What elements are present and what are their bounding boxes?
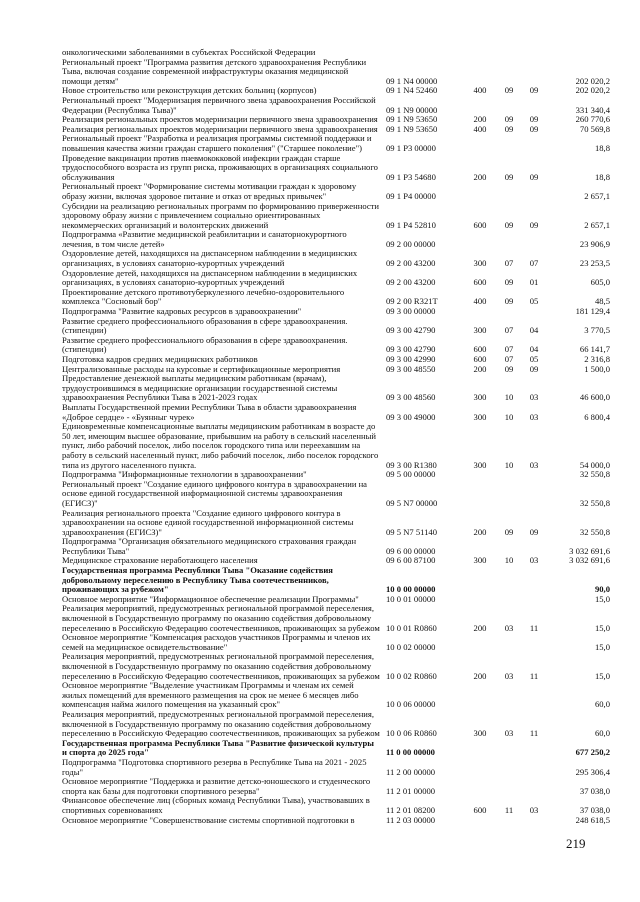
table-row [62, 796, 610, 815]
table-row [62, 154, 610, 183]
row-name-cell: онкологическими заболеваниями в субъектах Российской Федерации [62, 47, 316, 57]
row-code-cell: 09 1 P3 54680 [386, 171, 436, 182]
row-name-cell: Единовременные компенсационные выплаты медицинским работникам в возрасте до 50 лет, имеющим высшее образование, прибывшим на работу в сельский населенный пункт, либо рабочий поселок, либо поселок городского типа или переехавшим на работу в сельский населенный пункт, либо рабочий поселок, либо поселок городского типа из другого населенного пункта. [62, 421, 379, 470]
row-sum-cell: 677 250,2 [575, 747, 610, 758]
row-pr-cell: 11 [529, 622, 539, 633]
row-code-cell: 10 0 06 00000 [386, 699, 436, 710]
row-vr-cell: 200 [473, 171, 487, 182]
row-sum-cell: 48,5 [594, 296, 610, 307]
row-sum-cell: 32 550,8 [579, 526, 610, 537]
row-name-cell: Региональный проект "Программа развития детского здравоохранения Республики Тыва, включая создание современной инфраструктуры оказания медицинской помощи детям" [62, 56, 367, 86]
row-code-cell: 09 2 00 43200 [386, 277, 436, 288]
row-rz-cell: 03 [504, 622, 514, 633]
row-sum-cell: 605,0 [590, 277, 610, 288]
row-pr-cell: 09 [529, 123, 539, 134]
row-rz-cell: 07 [504, 325, 514, 336]
row-pr-cell: 09 [529, 85, 539, 96]
row-name-cell: Реализация мероприятий, предусмотренных региональной программой переселения, включенной в Государственную программу по оказанию содействия добровольному переселению в Российскую Федерацию соотечественников, проживающих за рубежом [62, 708, 380, 739]
row-pr-cell: 05 [529, 354, 539, 364]
row-rz-cell: 09 [504, 85, 514, 96]
row-sum-cell: 2 657,1 [584, 219, 610, 230]
row-name-cell: Выплаты Государственной премии Республики Тыва в области здравоохранения «Доброе сердце» - «Буянныг чурек» [62, 401, 357, 422]
table-row [62, 317, 610, 336]
row-vr-cell: 600 [473, 277, 487, 288]
row-sum-cell: 6 800,4 [584, 411, 610, 422]
row-vr-cell: 600 [473, 804, 487, 815]
row-code-cell: 09 3 00 49000 [386, 411, 436, 422]
row-name-cell: Проектирование детского противотуберкулезного лечебно-оздоровительного комплекса "Сосновый бор" [62, 286, 345, 307]
row-pr-cell: 09 [529, 219, 539, 230]
row-code-cell: 10 0 00 00000 [386, 584, 436, 595]
row-rz-cell: 09 [504, 219, 514, 230]
row-vr-cell: 400 [473, 296, 487, 307]
row-name-cell: Подпрограмма "Подготовка спортивного резерва в Республике Тыва на 2021 - 2025 годы" [62, 756, 367, 777]
row-code-cell: 09 3 00 48550 [386, 363, 436, 374]
row-name-cell: Государственная программа Республики Тыва "Оказание содействия добровольному переселению в Республику Тыва соотечественников, проживающих за рубежом" [62, 565, 333, 595]
row-pr-cell: 04 [529, 325, 539, 336]
row-name-cell: Подпрограмма "Организация обязательного медицинского страхования граждан Республики Тыва" [62, 536, 357, 556]
row-name-cell: Основное мероприятие "Поддержка и развитие детско-юношеского и студенческого спорта как базы для подготовки спортивного резерва" [62, 776, 371, 796]
row-code-cell: 09 1 N9 00000 [386, 104, 438, 115]
row-rz-cell: 09 [504, 296, 514, 307]
row-name-cell: Развитие среднего профессионального образования в сфере здравоохранения. (стипендии) [62, 334, 348, 355]
row-name-cell: Основное мероприятие "Компенсация расходов участников Программы и членов их семей на медицинское освидетельствование" [62, 632, 371, 652]
row-pr-cell: 03 [529, 411, 539, 422]
row-sum-cell: 90,0 [594, 584, 610, 595]
row-name-cell: Региональный проект "Модернизация первичного звена здравоохранения Российской Федерации (Республика Тыва)" [62, 94, 376, 115]
row-sum-cell: 1 500,0 [584, 363, 610, 374]
row-sum-cell: 3 770,5 [584, 325, 610, 336]
row-sum-cell: 248 618,5 [575, 814, 610, 825]
row-sum-cell: 202 020,2 [575, 75, 610, 86]
row-code-cell: 11 2 00 00000 [386, 766, 436, 777]
table-row [62, 633, 610, 652]
row-pr-cell: 09 [529, 171, 539, 182]
row-code-cell: 09 3 00 00000 [386, 306, 436, 317]
row-pr-cell: 03 [529, 804, 539, 815]
row-vr-cell: 600 [473, 354, 487, 364]
row-code-cell: 09 1 P4 52810 [386, 219, 436, 230]
row-sum-cell: 181 129,4 [575, 306, 610, 317]
row-sum-cell: 37 038,0 [579, 785, 610, 796]
table-row [62, 403, 610, 422]
row-rz-cell: 10 [504, 411, 514, 422]
row-name-cell: Основное мероприятие "Совершенствование системы спортивной подготовки в [62, 814, 355, 825]
row-code-cell: 11 2 01 08200 [386, 804, 436, 815]
row-name-cell: Реализация мероприятий, предусмотренных региональной программой переселения, включенной в Государственную программу по оказанию содействия добровольному переселению в Российскую Федерацию соотечественников, проживающих за рубежом [62, 603, 380, 633]
row-code-cell: 09 3 00 48560 [386, 392, 436, 403]
row-code-cell: 09 6 00 87100 [386, 555, 436, 566]
table-row [62, 182, 610, 201]
row-vr-cell: 200 [473, 622, 487, 633]
row-pr-cell: 09 [529, 114, 539, 125]
table-row [62, 230, 610, 249]
row-sum-cell: 60,0 [594, 699, 610, 710]
row-sum-cell: 70 569,8 [579, 123, 610, 134]
table-row [62, 816, 610, 826]
row-code-cell: 10 0 06 R0860 [386, 728, 437, 739]
table-row [62, 134, 610, 153]
row-rz-cell: 07 [504, 354, 514, 364]
row-name-cell: Развитие среднего профессионального образования в сфере здравоохранения. (стипендии) [62, 315, 348, 336]
table-row [62, 652, 610, 681]
row-sum-cell: 2 657,1 [584, 190, 610, 201]
row-code-cell: 09 1 P3 00000 [386, 142, 436, 153]
row-rz-cell: 10 [504, 392, 514, 403]
row-rz-cell: 09 [504, 114, 514, 125]
row-name-cell: Реализация региональных проектов модернизации первичного звена здравоохранения [62, 123, 378, 134]
row-pr-cell: 01 [529, 277, 539, 288]
row-code-cell: 09 3 00 R1380 [386, 459, 437, 470]
row-sum-cell: 3 032 691,6 [569, 545, 610, 556]
table-row [62, 202, 610, 231]
row-code-cell: 09 2 00 R321T [386, 296, 438, 307]
table-row [62, 537, 610, 556]
table-row [62, 288, 610, 307]
table-row [62, 480, 610, 509]
row-sum-cell: 32 550,8 [579, 469, 610, 480]
row-code-cell: 09 5 N7 00000 [386, 497, 438, 508]
row-code-cell: 10 0 02 00000 [386, 641, 436, 652]
row-sum-cell: 23 253,5 [579, 258, 610, 269]
row-sum-cell: 60,0 [594, 728, 610, 739]
row-pr-cell: 11 [529, 670, 539, 681]
row-vr-cell: 300 [473, 555, 487, 566]
row-name-cell: Реализация регионального проекта "Создание единого цифрового контура в здравоохранении на основе единой государственной информационной системы здравоохранения (ЕГИСЗ)" [62, 507, 354, 537]
row-name-cell: Медицинское страхование неработающего населения [62, 555, 258, 566]
row-code-cell: 10 0 01 R0860 [386, 622, 437, 633]
row-code-cell: 10 0 02 R0860 [386, 670, 437, 681]
row-code-cell: 09 1 N4 00000 [386, 75, 438, 86]
table-row [62, 58, 610, 87]
row-pr-cell: 03 [529, 555, 539, 566]
row-vr-cell: 300 [473, 459, 487, 470]
row-name-cell: Основное мероприятие "Выделение участникам Программы и членам их семей жилых помещений для временного размещения на срок не менее 6 месяцев либо компенсация найма жилого помещения на указанный срок" [62, 680, 359, 710]
row-sum-cell: 295 306,4 [575, 766, 610, 777]
row-sum-cell: 331 340,4 [575, 104, 610, 115]
row-name-cell: Региональный проект "Разработка и реализация программы системной поддержки и повышения качества жизни граждан старшего поколения" ("Старшее поколение") [62, 133, 372, 153]
row-sum-cell: 260 770,6 [575, 114, 610, 125]
row-pr-cell: 07 [529, 258, 539, 269]
row-code-cell: 09 1 P4 00000 [386, 190, 436, 201]
row-rz-cell: 07 [504, 344, 514, 355]
row-code-cell: 11 2 01 00000 [386, 785, 436, 796]
row-name-cell: Основное мероприятие "Информационное обеспечение реализации Программы" [62, 593, 359, 604]
table-row [62, 374, 610, 403]
row-vr-cell: 400 [473, 85, 487, 96]
row-name-cell: Проведение вакцинации против пневмококковой инфекции граждан старше трудоспособного возраста из групп риска, проживающих в организациях социального обслуживания [62, 152, 378, 182]
row-sum-cell: 18,8 [594, 142, 610, 153]
row-rz-cell: 09 [504, 363, 514, 374]
table-row [62, 604, 610, 633]
row-rz-cell: 03 [504, 670, 514, 681]
row-vr-cell: 200 [473, 114, 487, 125]
row-sum-cell: 2 316,8 [584, 354, 610, 364]
row-vr-cell: 300 [473, 258, 487, 269]
row-code-cell: 10 0 01 00000 [386, 593, 436, 604]
row-pr-cell: 04 [529, 344, 539, 355]
table-row [62, 710, 610, 739]
row-vr-cell: 300 [473, 325, 487, 336]
row-code-cell: 09 5 00 00000 [386, 469, 436, 480]
row-sum-cell: 18,8 [594, 171, 610, 182]
row-vr-cell: 600 [473, 219, 487, 230]
row-code-cell: 09 1 N9 53650 [386, 123, 438, 134]
row-name-cell: Предоставление денежной выплаты медицинским работникам (врачам), трудоустроившимся в медицинские организации государственной системы здравоохранения Республики Тыва в 2021-2023 годах [62, 373, 338, 403]
row-name-cell: Подпрограмма "Информационные технологии в здравоохранении" [62, 469, 307, 480]
row-pr-cell: 03 [529, 392, 539, 403]
table-row [62, 681, 610, 710]
row-rz-cell: 07 [504, 258, 514, 269]
row-rz-cell: 09 [504, 277, 514, 288]
row-rz-cell: 09 [504, 123, 514, 134]
row-name-cell: Региональный проект "Формирование системы мотивации граждан к здоровому образу жизни, включая здоровое питание и отказ от вредных привычек" [62, 181, 357, 201]
row-pr-cell: 09 [529, 363, 539, 374]
row-pr-cell: 03 [529, 459, 539, 470]
budget-table [62, 48, 610, 825]
row-vr-cell: 200 [473, 526, 487, 537]
row-name-cell: Реализация мероприятий, предусмотренных региональной программой переселения, включенной в Государственную программу по оказанию содействия добровольному переселению в Российскую Федерацию соотечественников, проживающих за рубежом [62, 651, 380, 681]
row-sum-cell: 32 550,8 [579, 497, 610, 508]
row-name-cell: Субсидии на реализацию региональных программ по формированию приверженности здоровому образу жизни с привлечением социально ориентированных некоммерческих организаций и волонтерских движений [62, 200, 379, 230]
row-sum-cell: 54 000,0 [579, 459, 610, 470]
table-row [62, 249, 610, 268]
row-sum-cell: 3 032 691,6 [569, 555, 610, 566]
row-pr-cell: 05 [529, 296, 539, 307]
row-code-cell: 09 1 N4 52460 [386, 85, 438, 96]
row-vr-cell: 300 [473, 728, 487, 739]
row-name-cell: Региональный проект "Создание единого цифрового контура в здравоохранении на основе единой государственной информационной системы здравоохранения (ЕГИСЗ)" [62, 478, 367, 508]
table-row [62, 336, 610, 355]
row-name-cell: Реализация региональных проектов модернизации первичного звена здравоохранения [62, 114, 378, 125]
row-vr-cell: 300 [473, 411, 487, 422]
page-number: 219 [566, 836, 586, 851]
row-sum-cell: 15,0 [594, 670, 610, 681]
row-pr-cell: 09 [529, 526, 539, 537]
row-name-cell: Оздоровление детей, находящихся на диспансерном наблюдении в медицинских организациях, в условиях санаторно-курортных учреждений [62, 267, 358, 288]
row-name-cell: Финансовое обеспечение лиц (сборных команд Республики Тыва), участвовавших в спортивных соревнованиях [62, 795, 370, 815]
row-code-cell: 11 2 03 00000 [386, 814, 436, 825]
row-code-cell: 09 6 00 00000 [386, 545, 436, 556]
row-sum-cell: 23 906,9 [579, 238, 610, 249]
row-rz-cell: 09 [504, 526, 514, 537]
row-vr-cell: 600 [473, 344, 487, 355]
row-code-cell: 09 3 00 42790 [386, 325, 436, 336]
row-sum-cell: 15,0 [594, 641, 610, 652]
table-row [62, 758, 610, 777]
row-rz-cell: 10 [504, 555, 514, 566]
row-name-cell: Подпрограмма "Развитие кадровых ресурсов в здравоохранении" [62, 306, 302, 317]
row-vr-cell: 400 [473, 123, 487, 134]
row-sum-cell: 46 600,0 [579, 392, 610, 403]
row-code-cell: 09 5 N7 51140 [386, 526, 438, 537]
row-sum-cell: 202 020,2 [575, 85, 610, 96]
row-code-cell: 09 1 N9 53650 [386, 114, 438, 125]
row-pr-cell: 11 [529, 728, 539, 739]
row-code-cell: 09 2 00 43200 [386, 258, 436, 269]
table-row [62, 96, 610, 115]
table-row [62, 777, 610, 796]
row-vr-cell: 300 [473, 392, 487, 403]
row-name-cell: Подготовка кадров средних медицинских работников [62, 354, 258, 364]
row-rz-cell: 03 [504, 728, 514, 739]
row-name-cell: Новое строительство или реконструкция детских больниц (корпусов) [62, 85, 317, 96]
row-vr-cell: 200 [473, 363, 487, 374]
row-vr-cell: 200 [473, 670, 487, 681]
table-row [62, 566, 610, 595]
row-rz-cell: 10 [504, 459, 514, 470]
table-row [62, 509, 610, 538]
row-name-cell: Подпрограмма «Развитие медицинской реабилитации и санаторнокурортного лечения, в том числе детей» [62, 229, 347, 249]
row-sum-cell: 15,0 [594, 593, 610, 604]
row-sum-cell: 37 038,0 [579, 804, 610, 815]
row-name-cell: Централизованные расходы на курсовые и сертификационные мероприятия [62, 363, 341, 374]
row-sum-cell: 66 141,7 [579, 344, 610, 355]
row-code-cell: 09 2 00 00000 [386, 238, 436, 249]
row-name-cell: Оздоровление детей, находящихся на диспансерном наблюдении в медицинских организациях, в условиях санаторно-курортных учреждений [62, 248, 358, 269]
table-row [62, 739, 610, 758]
row-code-cell: 09 3 00 42990 [386, 354, 436, 364]
row-rz-cell: 09 [504, 171, 514, 182]
row-rz-cell: 11 [504, 804, 514, 815]
row-sum-cell: 15,0 [594, 622, 610, 633]
row-name-cell: Государственная программа Республики Тыва "Развитие физической культуры и спорта до 2025 года" [62, 737, 374, 758]
row-code-cell: 09 3 00 42790 [386, 344, 436, 355]
table-row [62, 422, 610, 470]
table-row [62, 269, 610, 288]
row-code-cell: 11 0 00 00000 [386, 747, 435, 758]
